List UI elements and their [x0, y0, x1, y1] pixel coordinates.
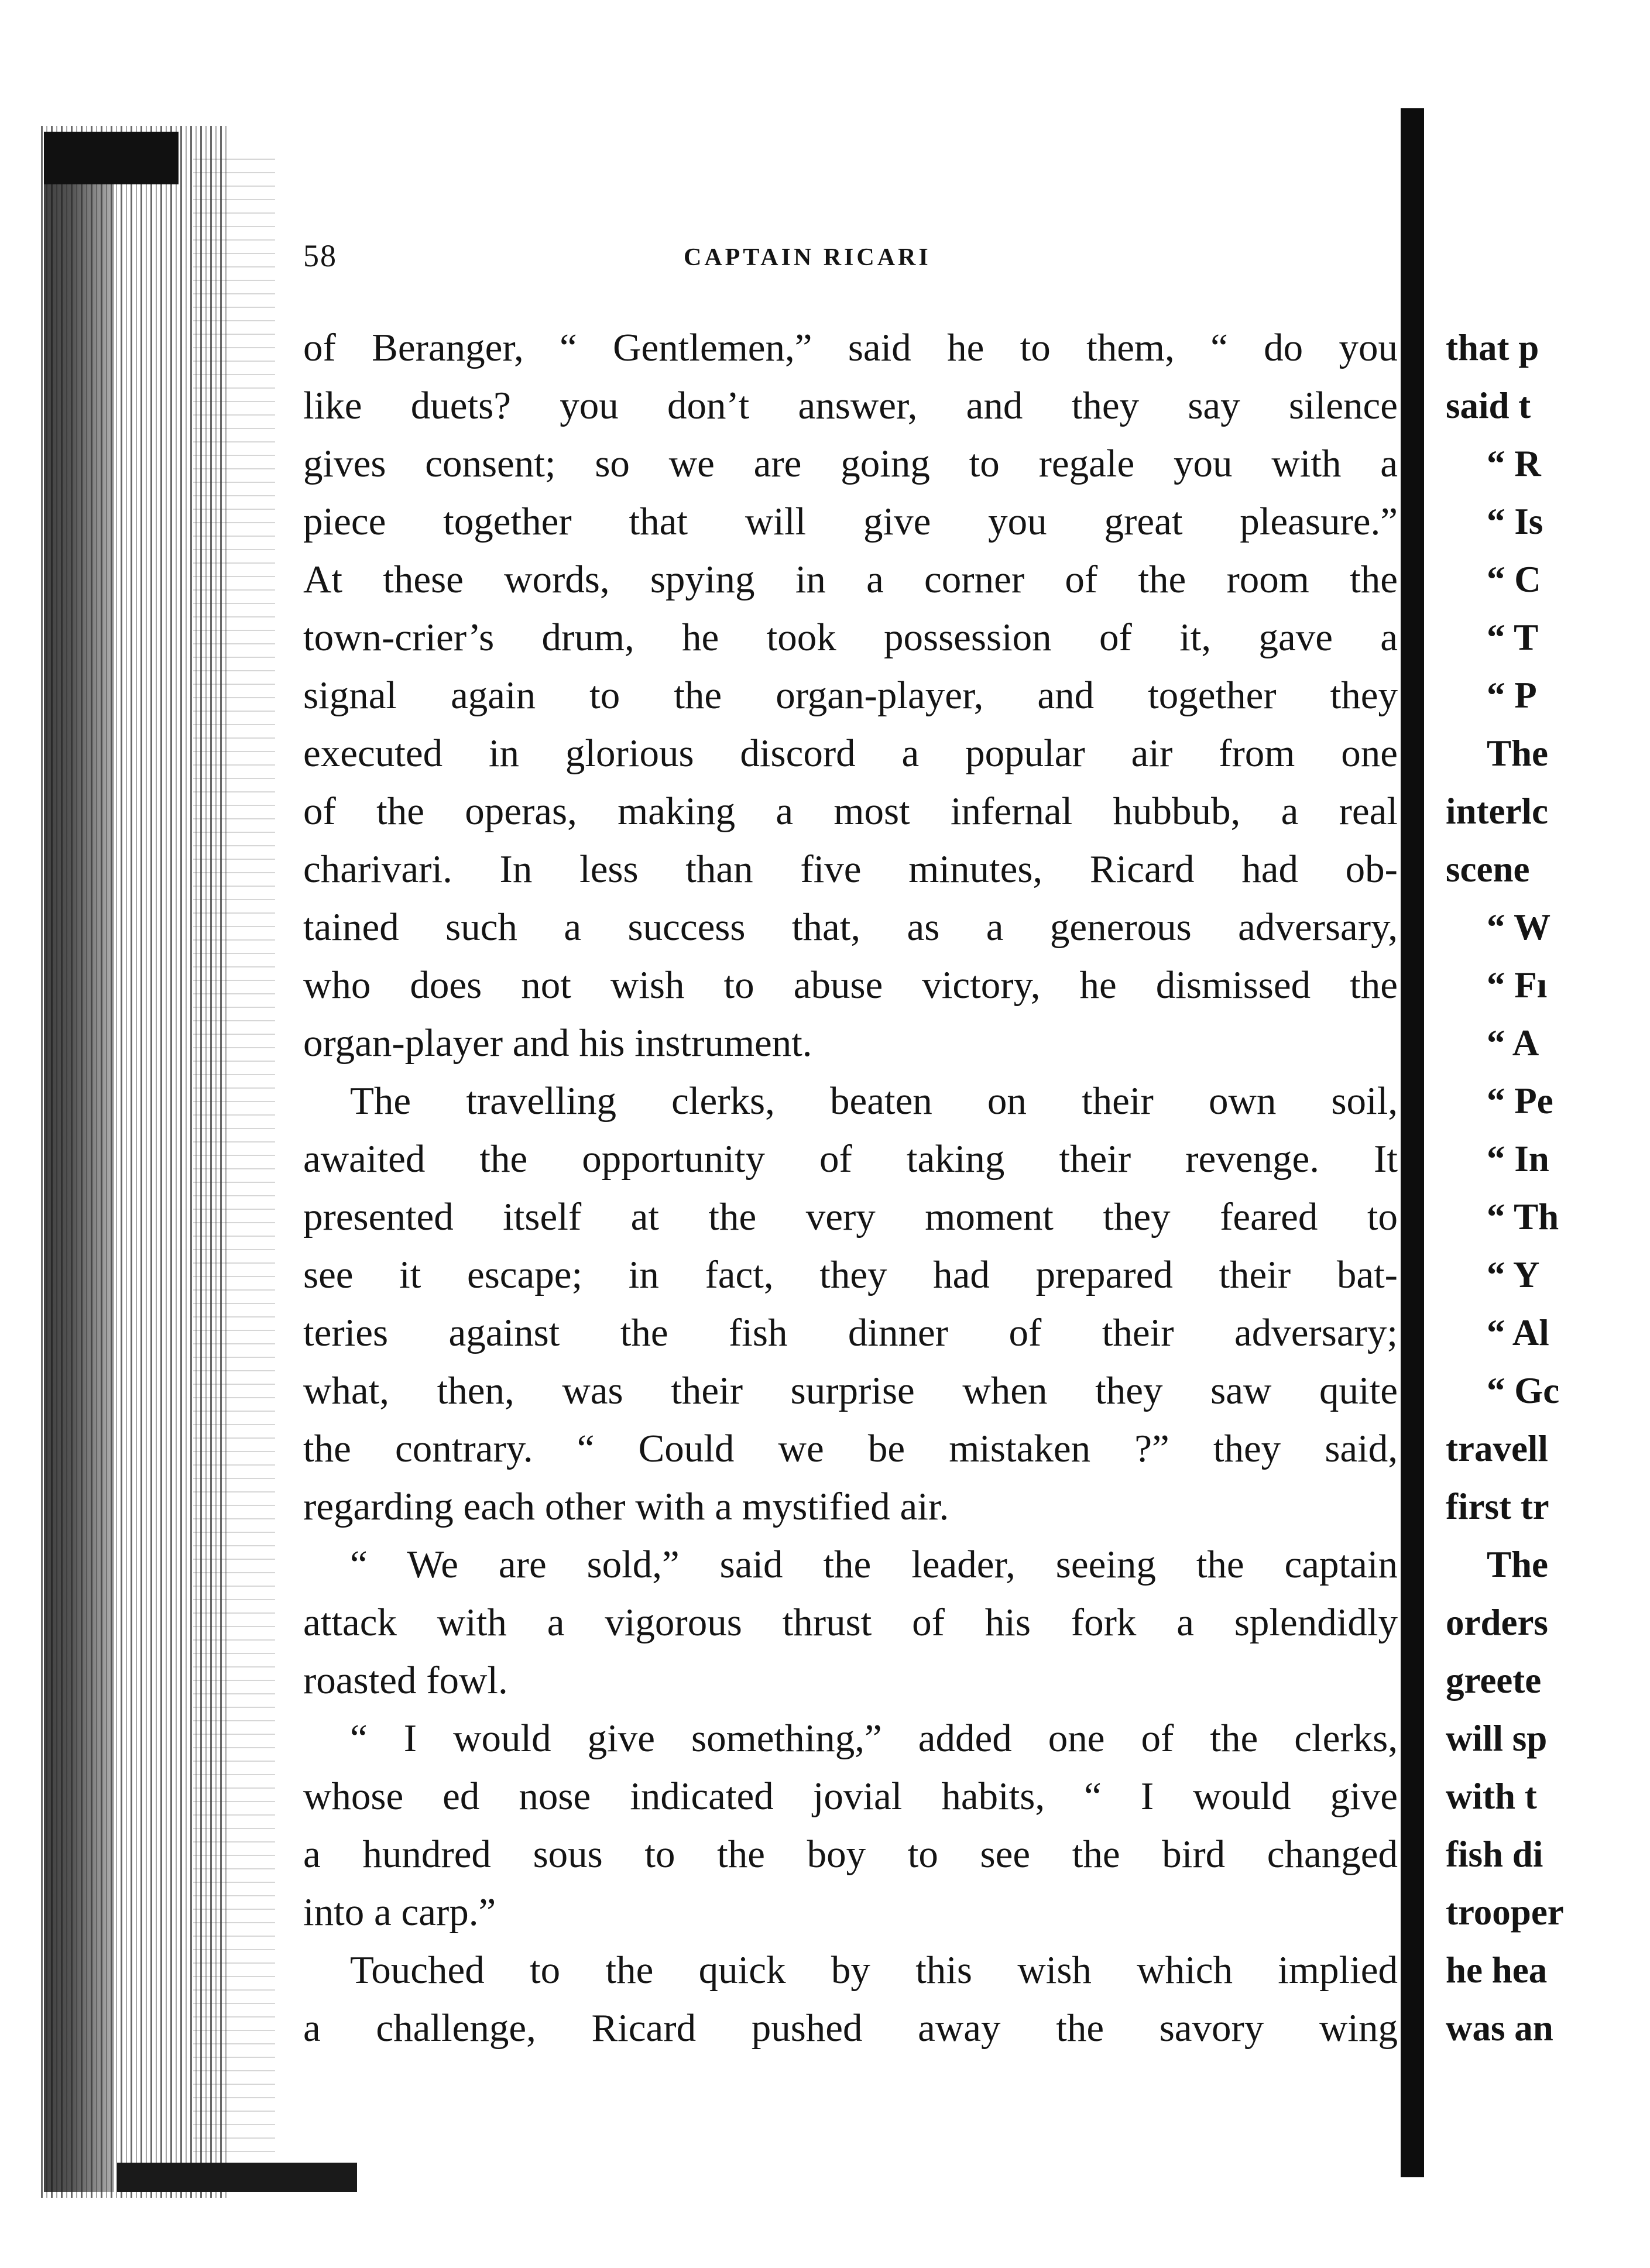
spine-fade [193, 146, 275, 2166]
facing-page-line: “ P [1487, 675, 1537, 716]
text-line: attack with a vigorous thrust of his fork a splendidly [303, 1601, 1398, 1644]
facing-page-line: “ Y [1487, 1254, 1540, 1295]
text-line: who does not wish to abuse victory, he dismissed the [303, 963, 1398, 1007]
text-line: awaited the opportunity of taking their revenge. It [303, 1137, 1398, 1181]
facing-page-line: will sp [1446, 1718, 1548, 1759]
text-line: teries against the fish dinner of their adversary; [303, 1311, 1398, 1354]
facing-page-line: fish di [1446, 1834, 1543, 1875]
text-line: gives consent; so we are going to regale you with a [303, 442, 1398, 485]
facing-page-line: with t [1446, 1776, 1537, 1817]
page-number: 58 [303, 238, 337, 273]
spine-shadow [44, 132, 114, 2192]
facing-page-line: “ Th [1487, 1196, 1559, 1237]
text-line: “ We are sold,” said the leader, seeing the captain [350, 1543, 1398, 1586]
facing-page-line: “ R [1487, 443, 1541, 484]
facing-page-line: trooper [1446, 1892, 1564, 1933]
text-line: executed in glorious discord a popular air from one [303, 732, 1398, 775]
facing-page-line: travell [1446, 1428, 1548, 1469]
main-text-block [303, 319, 1398, 2057]
text-line: into a carp.” [303, 1890, 496, 1934]
page-divider-bar [1401, 108, 1424, 2177]
spine-top-mark [44, 132, 179, 184]
page-header [303, 235, 1398, 276]
text-line: Touched to the quick by this wish which implied [350, 1948, 1398, 1992]
text-line: whose ed nose indicated jovial habits, “ I would give [303, 1775, 1398, 1818]
facing-page-line: “ Gc [1487, 1370, 1560, 1411]
text-line: The travelling clerks, beaten on their own soil, [350, 1079, 1398, 1123]
facing-page-line: first tr [1446, 1486, 1549, 1527]
facing-page-line: “ In [1487, 1138, 1549, 1179]
facing-page-line: orders [1446, 1602, 1548, 1643]
facing-page-line: “ Is [1487, 501, 1543, 542]
facing-page-line: The [1487, 733, 1549, 774]
text-line: town-crier’s drum, he took possession of it, gave a [303, 616, 1398, 659]
text-line: tained such a success that, as a generous adversary, [303, 905, 1398, 949]
facing-page-line: “ Fı [1487, 965, 1548, 1006]
facing-page-line: The [1487, 1544, 1549, 1585]
text-line: At these words, spying in a corner of the room the [303, 558, 1398, 601]
text-line: regarding each other with a mystified air. [303, 1485, 949, 1528]
facing-page-line: “ C [1487, 559, 1541, 600]
facing-page-line: that p [1446, 327, 1539, 368]
text-line: signal again to the organ-player, and together they [303, 674, 1398, 717]
facing-page-fragments [1446, 319, 1648, 2057]
text-line: a hundred sous to the boy to see the bird changed [303, 1833, 1398, 1876]
facing-page-line: was an [1446, 2008, 1553, 2049]
text-line: a challenge, Ricard pushed away the savory wing [303, 2006, 1398, 2050]
text-line: of the operas, making a most infernal hubbub, a real [303, 790, 1398, 833]
spine-bottom-mark [117, 2163, 357, 2192]
facing-page-line: scene [1446, 849, 1530, 890]
facing-page-line: said t [1446, 385, 1531, 426]
facing-page-line: “ T [1487, 617, 1539, 658]
facing-page-line: greete [1446, 1660, 1542, 1701]
text-line: the contrary. “ Could we be mistaken ?” they said, [303, 1427, 1398, 1470]
running-head: CAPTAIN RICARI [684, 244, 931, 271]
text-line: “ I would give something,” added one of the clerks, [350, 1717, 1398, 1760]
facing-page-line: “ W [1487, 907, 1551, 948]
facing-page-line: “ Al [1487, 1312, 1549, 1353]
text-line: piece together that will give you great pleasure.” [303, 500, 1398, 543]
text-line: presented itself at the very moment they feared to [303, 1195, 1398, 1238]
text-line: charivari. In less than five minutes, Ricard had ob- [303, 848, 1398, 891]
text-line: see it escape; in fact, they had prepared their bat- [303, 1253, 1398, 1296]
facing-page-line: “ Pe [1487, 1080, 1553, 1121]
text-line: like duets? you don’t answer, and they say silence [303, 384, 1398, 427]
facing-page-line: he hea [1446, 1950, 1548, 1991]
facing-page-line: interlc [1446, 791, 1548, 832]
text-line: what, then, was their surprise when they saw quite [303, 1369, 1398, 1412]
text-line: roasted fowl. [303, 1659, 508, 1702]
facing-page-line: “ A [1487, 1023, 1539, 1063]
text-line: organ-player and his instrument. [303, 1021, 812, 1065]
text-line: of Beranger, “ Gentlemen,” said he to them, “ do you [303, 326, 1398, 369]
